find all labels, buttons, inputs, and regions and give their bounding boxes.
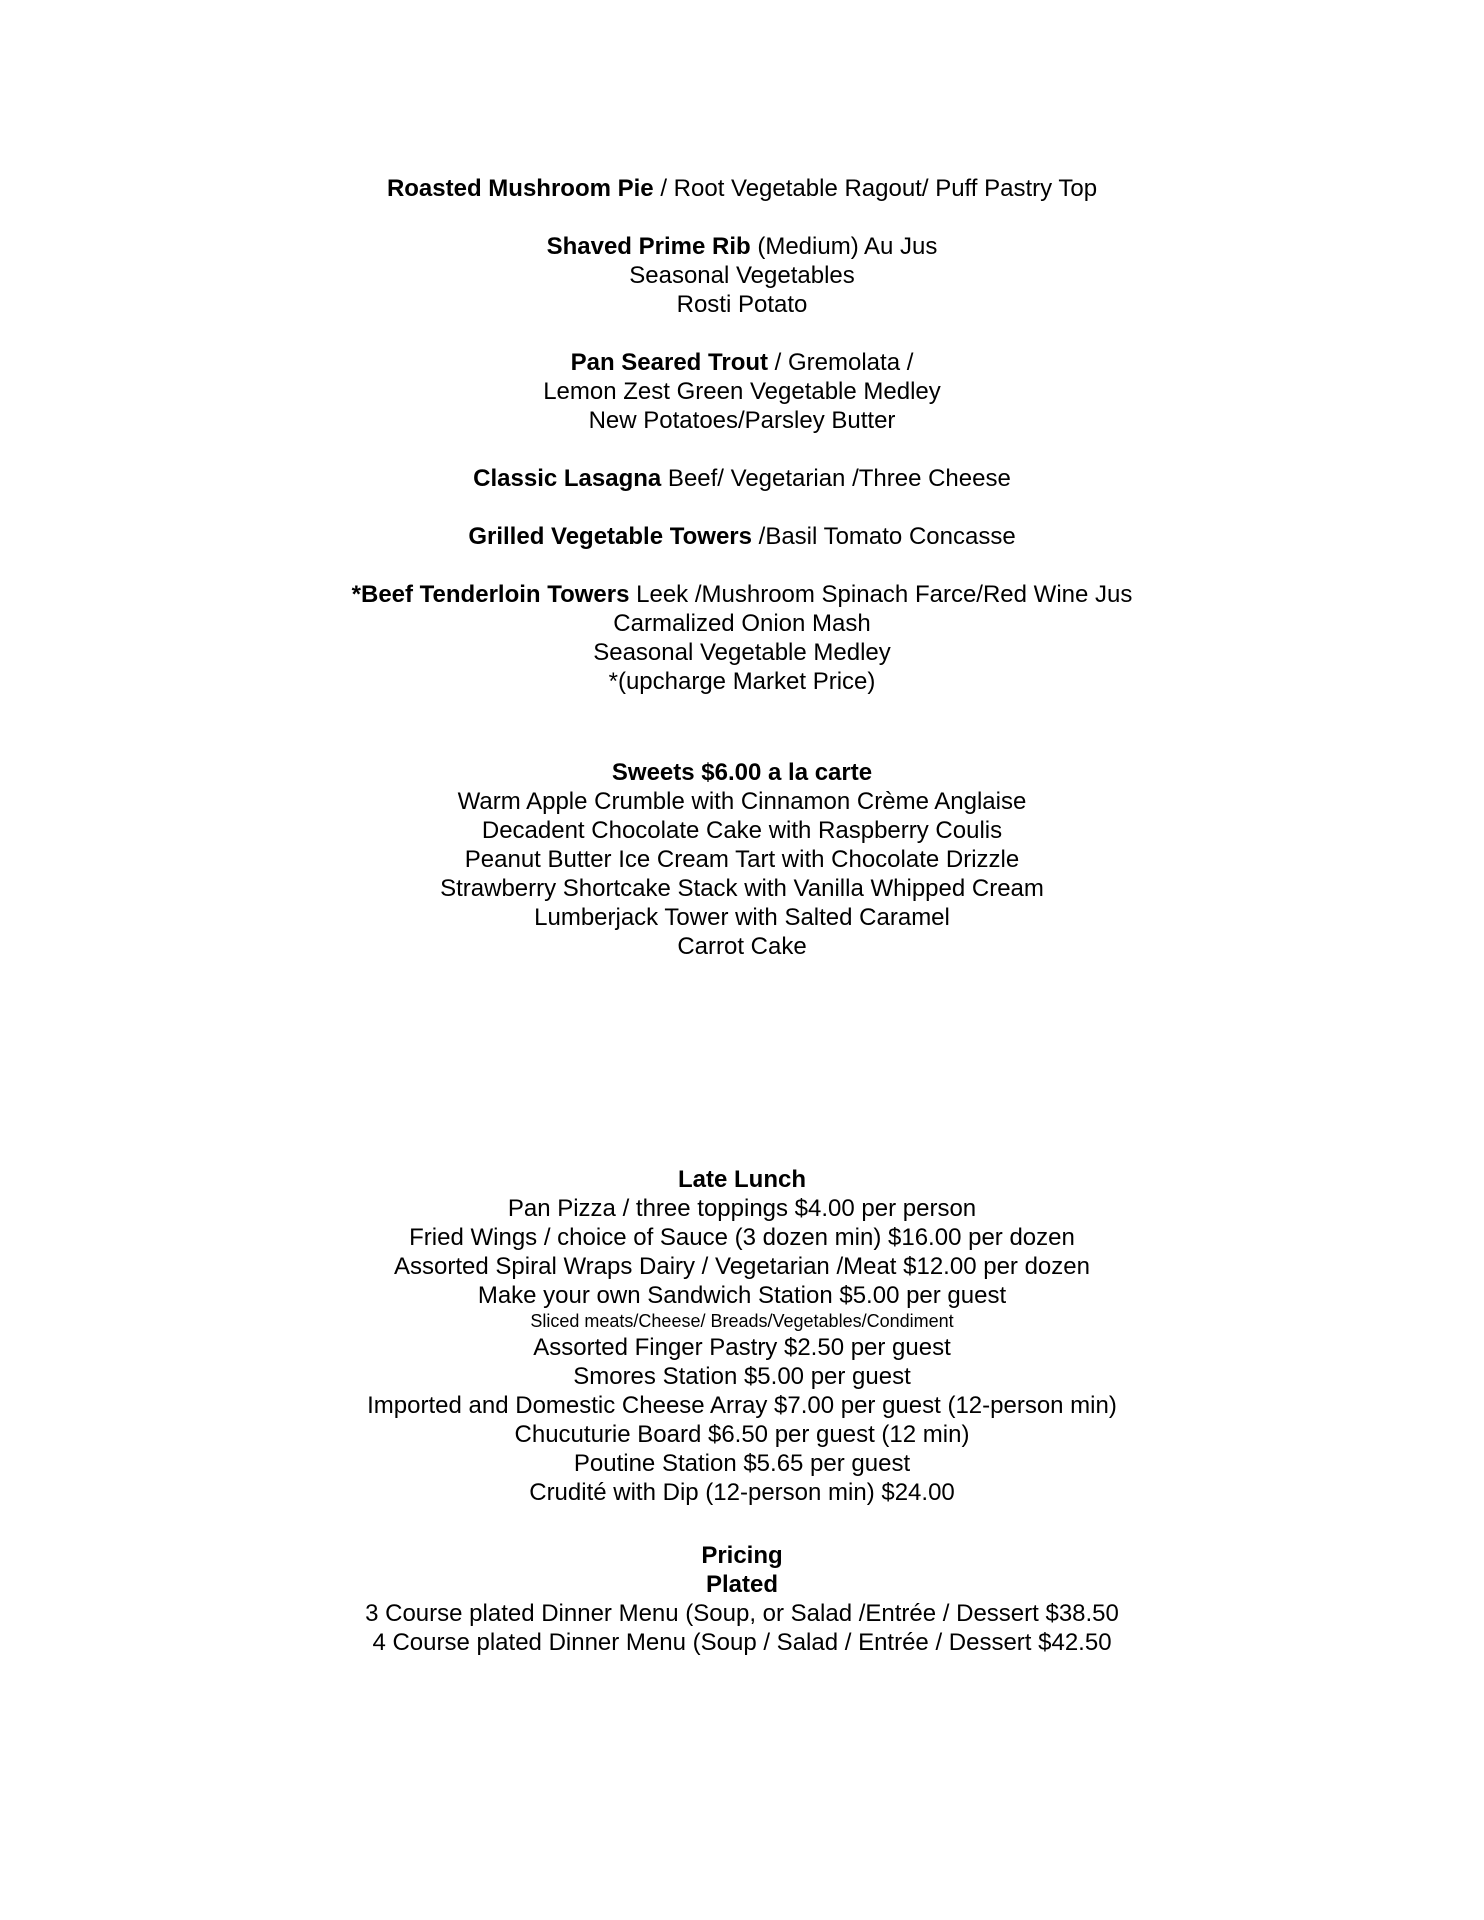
entree-side: Rosti Potato <box>676 291 808 318</box>
list-item: Crudité with Dip (12-person min) $24.00 <box>529 1479 955 1506</box>
section-heading: Sweets $6.00 a la carte <box>611 759 873 786</box>
list-item: Lumberjack Tower with Salted Caramel <box>534 904 950 931</box>
entree-desc: / Gremolata / <box>768 349 914 376</box>
entree-name: *Beef Tenderloin Towers <box>351 581 630 608</box>
entree-name: Shaved Prime Rib <box>546 233 751 260</box>
entree-desc: Leek /Mushroom Spinach Farce/Red Wine Jus <box>629 581 1133 608</box>
list-item: Smores Station $5.00 per guest <box>573 1363 911 1390</box>
late-lunch-section <box>0 1165 1484 1507</box>
entree-name: Roasted Mushroom Pie <box>386 175 654 202</box>
entree-side: New Potatoes/Parsley Butter <box>588 407 896 434</box>
entree-side: *(upcharge Market Price) <box>608 668 876 695</box>
sandwich-note: Sliced meats/Cheese/ Breads/Vegetables/Condiment <box>530 1311 954 1331</box>
list-item: Carrot Cake <box>677 933 807 960</box>
entree-name: Pan Seared Trout <box>570 349 768 376</box>
entrees-section <box>0 174 1484 696</box>
list-item: 4 Course plated Dinner Menu (Soup / Salad / Entrée / Dessert $42.50 <box>372 1629 1112 1656</box>
list-item: Warm Apple Crumble with Cinnamon Crème Anglaise <box>457 788 1027 815</box>
entree-mushroom-pie <box>0 174 1484 203</box>
entree-side: Seasonal Vegetable Medley <box>593 639 891 666</box>
entree-side: Carmalized Onion Mash <box>613 610 871 637</box>
list-item: Strawberry Shortcake Stack with Vanilla Whipped Cream <box>440 875 1044 902</box>
entree-desc: / Root Vegetable Ragout/ Puff Pastry Top <box>653 175 1098 202</box>
entree-desc: /Basil Tomato Concasse <box>751 523 1016 550</box>
list-item: Decadent Chocolate Cake with Raspberry Coulis <box>481 817 1003 844</box>
entree-side: Lemon Zest Green Vegetable Medley <box>543 378 941 405</box>
entree-trout <box>0 348 1484 377</box>
entree-beef-tenderloin <box>0 580 1484 609</box>
list-item: Chucuturie Board $6.50 per guest (12 min) <box>514 1421 970 1448</box>
entree-name: Grilled Vegetable Towers <box>468 523 752 550</box>
entree-name: Classic Lasagna <box>473 465 662 492</box>
list-item: Assorted Finger Pastry $2.50 per guest <box>533 1334 951 1361</box>
section-heading: Pricing <box>701 1542 783 1569</box>
entree-desc: (Medium) Au Jus <box>750 233 938 260</box>
list-item: 3 Course plated Dinner Menu (Soup, or Salad /Entrée / Dessert $38.50 <box>365 1600 1119 1627</box>
list-item: Peanut Butter Ice Cream Tart with Chocolate Drizzle <box>464 846 1020 873</box>
list-item: Make your own Sandwich Station $5.00 per guest <box>477 1282 1007 1309</box>
list-item: Assorted Spiral Wraps Dairy / Vegetarian /Meat $12.00 per dozen <box>394 1253 1090 1280</box>
list-item: Fried Wings / choice of Sauce (3 dozen min) $16.00 per dozen <box>409 1224 1075 1251</box>
list-item: Poutine Station $5.65 per guest <box>573 1450 911 1477</box>
section-subheading: Plated <box>705 1571 779 1598</box>
entree-desc: Beef/ Vegetarian /Three Cheese <box>661 465 1011 492</box>
section-heading: Late Lunch <box>677 1166 806 1193</box>
entree-lasagna <box>0 464 1484 493</box>
sweets-section <box>0 758 1484 961</box>
entree-side: Seasonal Vegetables <box>629 262 855 289</box>
entree-prime-rib <box>0 232 1484 261</box>
pricing-section <box>0 1541 1484 1657</box>
entree-veg-towers <box>0 522 1484 551</box>
list-item: Pan Pizza / three toppings $4.00 per person <box>507 1195 977 1222</box>
list-item: Imported and Domestic Cheese Array $7.00 per guest (12-person min) <box>367 1392 1117 1419</box>
